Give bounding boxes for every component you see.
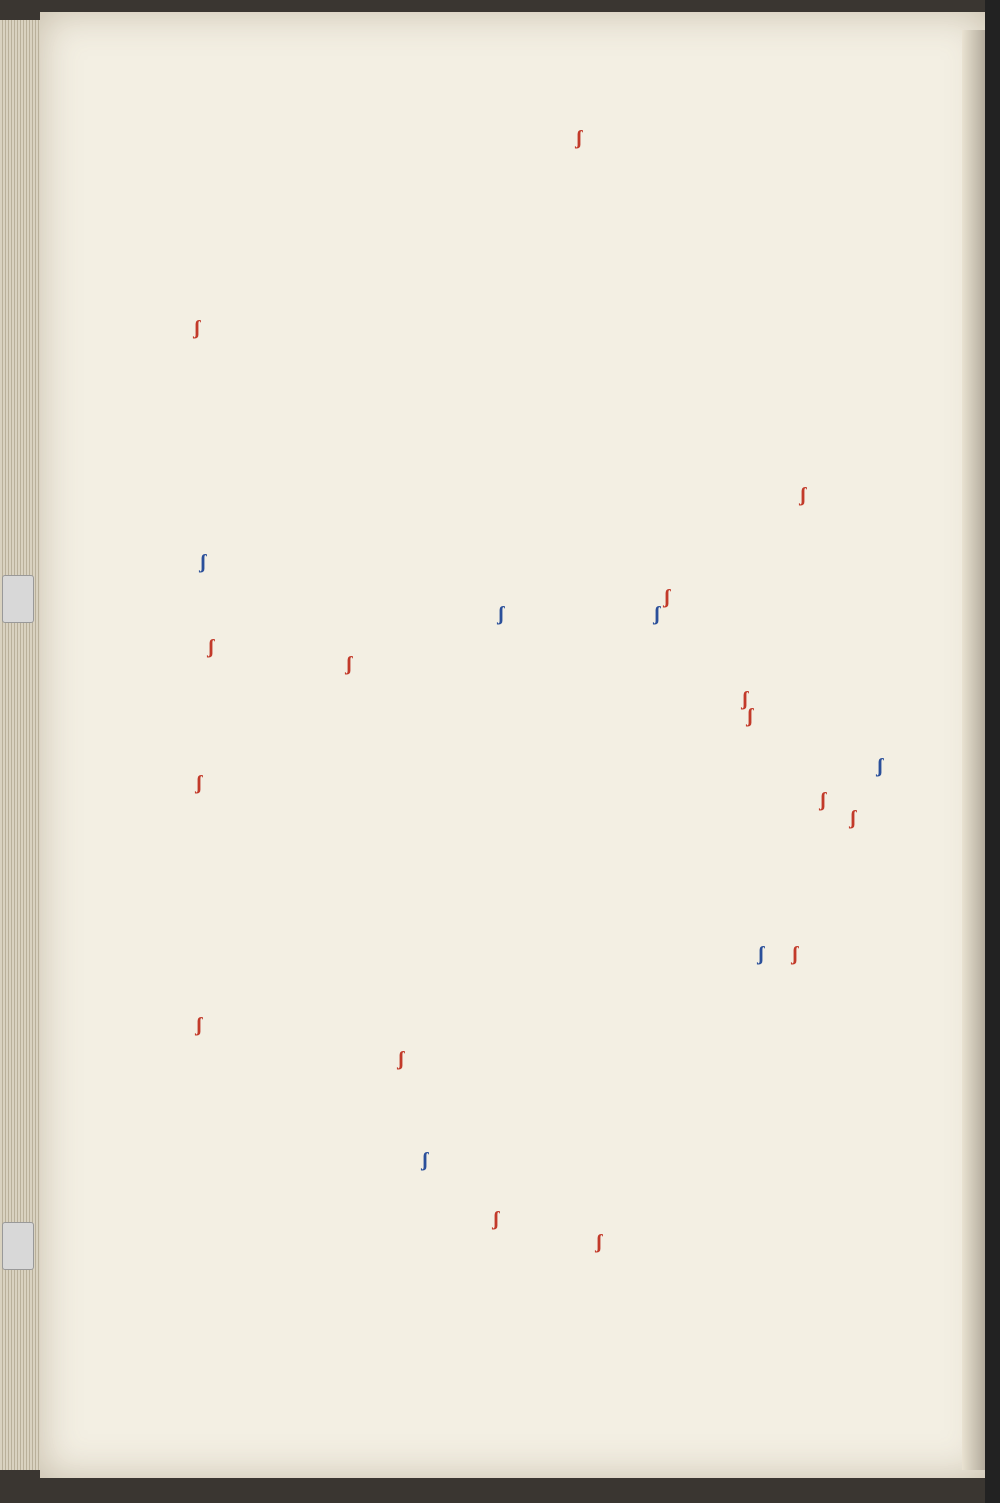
paragraph-mark: ʃ xyxy=(346,653,353,675)
page-clip-bottom xyxy=(2,1222,34,1270)
paragraph-mark: ʃ xyxy=(422,1149,429,1171)
paragraph-mark: ʃ xyxy=(208,636,215,658)
paragraph-mark: ʃ xyxy=(747,705,754,727)
paragraph-mark: ʃ xyxy=(758,943,765,965)
paragraph-mark: ʃ xyxy=(800,484,807,506)
paragraph-mark: ʃ xyxy=(850,807,857,829)
paragraph-mark: ʃ xyxy=(194,317,201,339)
paragraph-mark: ʃ xyxy=(820,789,827,811)
paragraph-mark: ʃ xyxy=(196,772,203,794)
paragraph-mark: ʃ xyxy=(200,551,207,573)
paragraph-mark: ʃ xyxy=(196,1014,203,1036)
scan-border-right xyxy=(985,0,1000,1503)
paragraph-mark: ʃ xyxy=(792,943,799,965)
paragraph-mark: ʃ xyxy=(654,603,661,625)
paragraph-mark: ʃ xyxy=(576,127,583,149)
book-page xyxy=(40,12,988,1478)
page-clip-top xyxy=(2,575,34,623)
paragraph-mark: ʃ xyxy=(498,603,505,625)
paragraph-mark: ʃ xyxy=(398,1048,405,1070)
paragraph-mark: ʃ xyxy=(493,1208,500,1230)
paragraph-mark: ʃ xyxy=(877,755,884,777)
paragraph-mark: ʃ xyxy=(664,586,671,608)
paragraph-mark: ʃ xyxy=(742,688,749,710)
paragraph-mark: ʃ xyxy=(596,1231,603,1253)
